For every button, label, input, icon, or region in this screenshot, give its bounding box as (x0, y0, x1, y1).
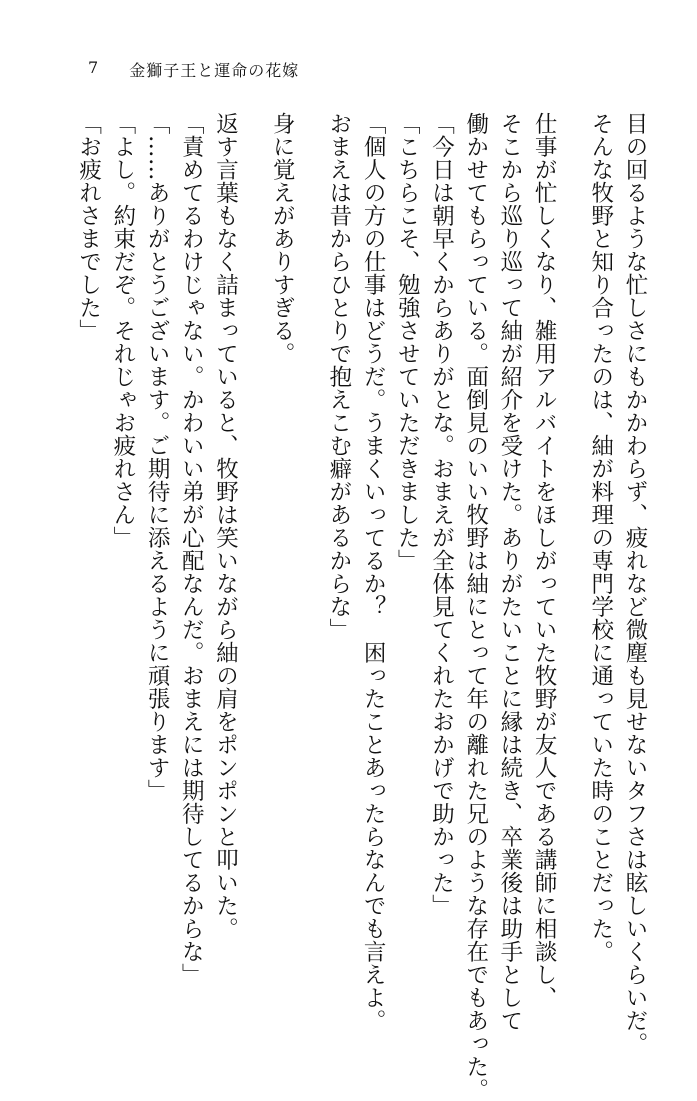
text-line: そこから巡り巡って紬が紹介を受けた。ありがたいことに縁は続き、卒業後は助手として (496, 112, 523, 1032)
text-line: 目の回るような忙しさにもかかわらず、疲れなど微塵も見せないタフさは眩しいくらいだ。 (622, 112, 648, 1055)
book-title: 金獅子王と運命の花嫁 (129, 61, 300, 80)
text-line: 「個人の方の仕事はどうだ。うまくいってるか？ 困ったことあったらなんでも言えよ。 (360, 112, 387, 1032)
text-line: 仕事が忙しくなり、雑用アルバイトをほしがっていた牧野が友人である講師に相談し、 (531, 112, 558, 1009)
text-line: 身に覚えがありすぎる。 (269, 112, 296, 365)
page-header (88, 58, 299, 81)
text-line: おまえは昔からひとりで抱えこむ癖があるからな」 (325, 112, 352, 641)
text-line: 返す言葉もなく詰まっていると、牧野は笑いながら紬の肩をポンポンと叩いた。 (212, 112, 239, 940)
text-line: 「お疲れさまでした」 (75, 112, 102, 342)
text-line: 「今日は朝早くからありがとな。おまえが全体見てくれたおかげで助かった」 (428, 112, 455, 917)
text-line: 働かせてもらっている。面倒見のいい牧野は紬にとって年の離れた兄のような存在でもあった。 (462, 112, 489, 1101)
body-text (71, 112, 652, 1101)
text-line: 「責めてるわけじゃない。かわいい弟が心配なんだ。おまえには期待してるからな」 (178, 112, 205, 986)
page-number: 7 (88, 58, 100, 77)
text-line: 「よし。約束だぞ。それじゃお疲れさん」 (109, 112, 136, 549)
text-line: そんな牧野と知り合ったのは、紬が料理の専門学校に通っていた時のことだった。 (587, 112, 614, 963)
text-line: 「こちらこそ、勉強させていただきました」 (394, 112, 421, 572)
text-line: 「……ありがとうございます。ご期待に添えるように頑張ります」 (144, 112, 171, 802)
